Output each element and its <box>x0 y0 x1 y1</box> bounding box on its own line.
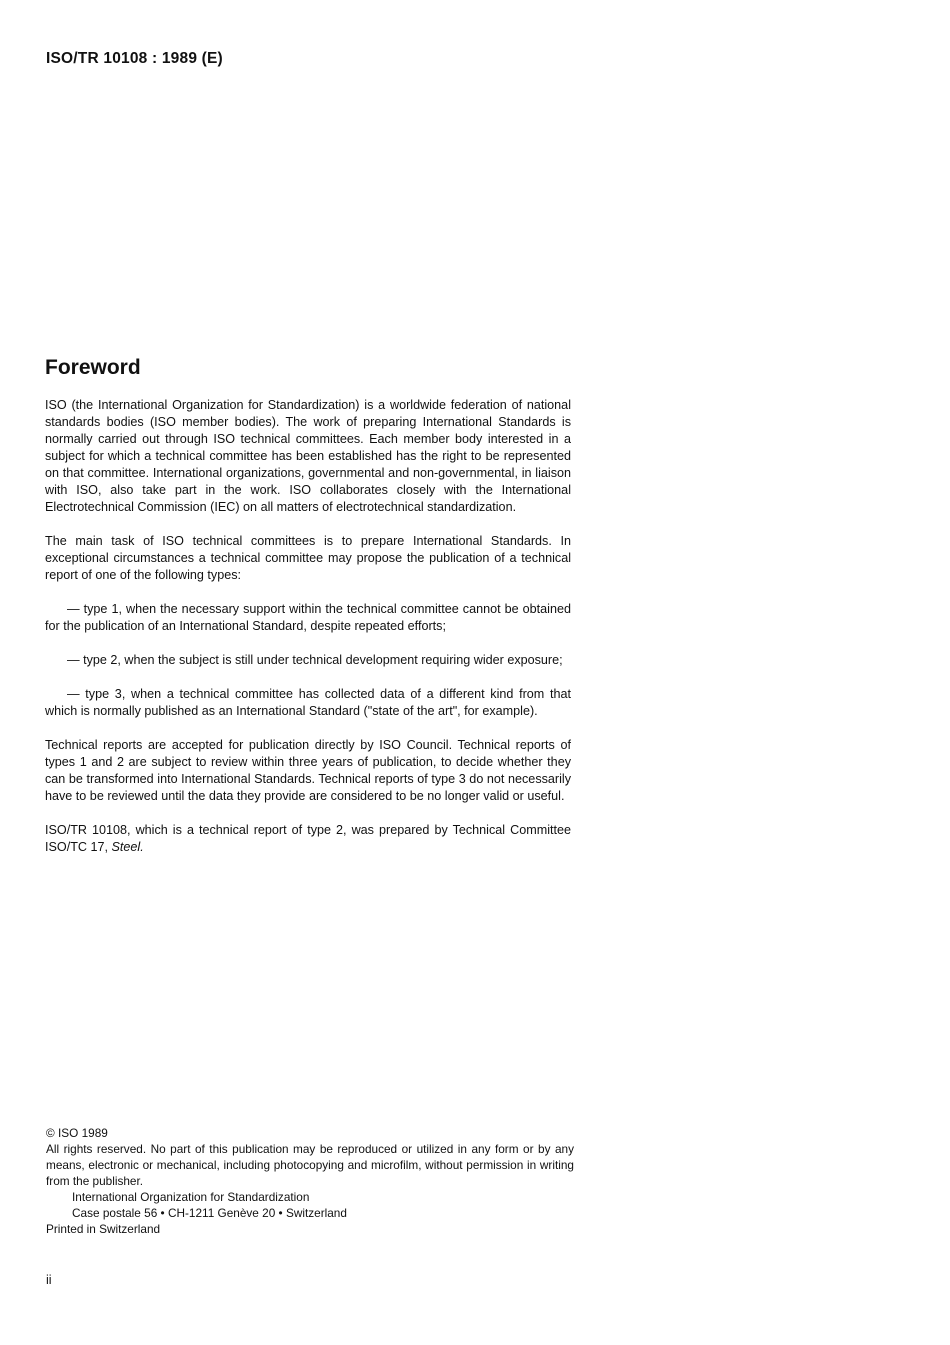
foreword-body <box>45 397 571 856</box>
foreword-heading: Foreword <box>45 356 141 379</box>
list-item-type-2: — type 2, when the subject is still under technical development requiring wider exposure; <box>67 653 563 667</box>
review-paragraph: Technical reports are accepted for publication directly by ISO Council. Technical reports of types 1 and 2 are subject to review within three years of publication, to decide whether they can be transformed into International Standards. Technical reports of type 3 do not necessarily have to be reviewed until the data they provide are considered to be no longer valid or useful. <box>45 738 571 803</box>
main-task-paragraph: The main task of ISO technical committees is to prepare International Standards. In exceptional circumstances a technical committee may propose the publication of a technical report of one of the following types: <box>45 534 571 582</box>
rights-statement: All rights reserved. No part of this publication may be reproduced or utilized in any form or by any means, electronic or mechanical, including photocopying and microfilm, without permission in writing from the publisher. <box>46 1142 574 1188</box>
page-number: ii <box>46 1273 52 1287</box>
copyright-line: © ISO 1989 <box>46 1126 108 1140</box>
committee-name: Steel. <box>111 840 144 854</box>
prepared-by-paragraph <box>45 822 571 856</box>
list-item-type-1: — type 1, when the necessary support within the technical committee cannot be obtained for the publication of an International Standard, despite repeated efforts; <box>45 602 571 633</box>
list-item-type-3: — type 3, when a technical committee has collected data of a different kind from that which is normally published as an International Standard ("state of the art", for example). <box>45 687 571 718</box>
organization-address: Case postale 56 • CH-1211 Genève 20 • Switzerland <box>72 1206 347 1220</box>
intro-paragraph: ISO (the International Organization for Standardization) is a worldwide federation of national standards bodies (ISO member bodies). The work of preparing International Standards is normally carried out through ISO technical committees. Each member body interested in a subject for which a technical committee has been established has the right to be represented on that committee. International organizations, governmental and non-governmental, in liaison with ISO, also take part in the work. ISO collaborates closely with the International Electrotechnical Commission (IEC) on all matters of electrotechnical standardization. <box>45 398 571 514</box>
document-id: ISO/TR 10108 : 1989 (E) <box>46 50 223 67</box>
printed-in: Printed in Switzerland <box>46 1222 161 1236</box>
organization-name: International Organization for Standardization <box>72 1190 310 1204</box>
copyright-block <box>46 1125 574 1237</box>
prepared-by-text: ISO/TR 10108, which is a technical report of type 2, was prepared by Technical Committee ISO/TC 17, <box>45 823 571 854</box>
